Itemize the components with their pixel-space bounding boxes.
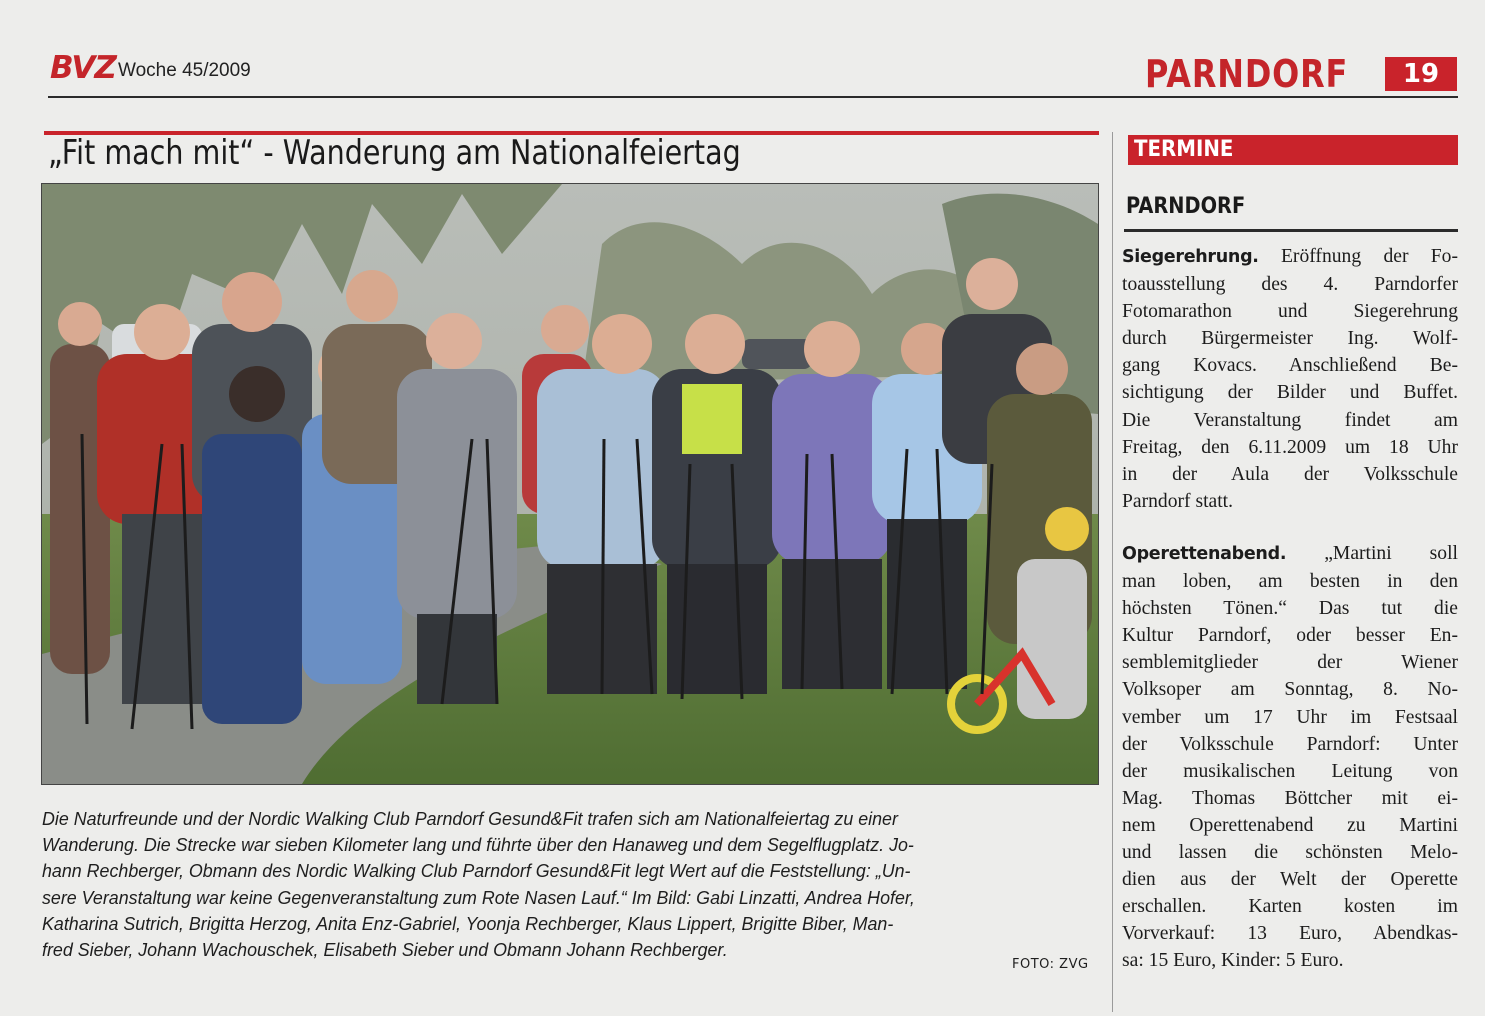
event-first-line bbox=[1122, 243, 1458, 271]
event-title: Siegerehrung. bbox=[1122, 247, 1259, 267]
events-list bbox=[1122, 243, 1458, 974]
page-number-badge: 19 bbox=[1385, 57, 1457, 91]
event-text-line: sa: 15 Euro, Kinder: 5 Euro. bbox=[1122, 950, 1344, 972]
termine-label: TERMINE bbox=[1134, 137, 1234, 162]
event-text-line: erschallen. Karten kosten im bbox=[1122, 896, 1458, 918]
event-text-line: Mag. Thomas Böttcher mit ei- bbox=[1122, 787, 1458, 809]
event-text-line: Volksoper am Sonntag, 8. No- bbox=[1122, 679, 1458, 701]
photo-credit: FOTO: ZVG bbox=[1012, 957, 1089, 972]
event-item bbox=[1122, 243, 1458, 515]
event-text-line: toausstellung des 4. Parndorfer bbox=[1122, 274, 1458, 296]
event-text-line: man loben, am besten in den bbox=[1122, 571, 1458, 593]
event-text-line: semblemitglieder der Wiener bbox=[1122, 652, 1458, 674]
event-text-line: in der Aula der Volksschule bbox=[1122, 463, 1458, 485]
header-divider bbox=[48, 96, 1458, 98]
column-divider bbox=[1112, 132, 1113, 1012]
event-text-line: vember um 17 Uhr im Festsaal bbox=[1122, 706, 1458, 728]
caption-line: Die Naturfreunde und der Nordic Walking Club Parndorf Gesund&Fit trafen sich am Nationalfeiertag zu einer bbox=[42, 808, 898, 829]
sidebar-divider bbox=[1124, 229, 1458, 232]
newspaper-logo: BVZ bbox=[50, 50, 116, 86]
event-text-line: der musikalischen Leitung von bbox=[1122, 760, 1458, 782]
caption-line: Katharina Sutrich, Brigitta Herzog, Anita Enz-Gabriel, Yoonja Rechberger, Klaus Lippert, Brigitte Biber, Man- bbox=[42, 912, 894, 934]
group-photo bbox=[41, 183, 1099, 785]
event-text-line: Vorverkauf: 13 Euro, Abendkas- bbox=[1122, 923, 1458, 945]
caption-line: Wanderung. Die Strecke war sieben Kilometer lang und führte über den Hanaweg und dem Segelflugplatz. Jo- bbox=[42, 834, 914, 856]
event-text-line: Parndorf statt. bbox=[1122, 490, 1234, 512]
caption-line: fred Sieber, Johann Wachouschek, Elisabeth Sieber und Obmann Johann Rechberger. bbox=[42, 939, 728, 961]
issue-label: Woche 45/2009 bbox=[118, 60, 251, 81]
event-item bbox=[1122, 540, 1458, 975]
event-text-line: dien aus der Welt der Operette bbox=[1122, 869, 1458, 891]
event-text-line: Die Veranstaltung findet am bbox=[1122, 409, 1458, 431]
article-headline: „Fit mach mit“ - Wanderung am Nationalfeiertag bbox=[48, 133, 741, 173]
event-first-line bbox=[1122, 540, 1458, 568]
event-text-line: Kultur Parndorf, oder besser En- bbox=[1122, 625, 1458, 647]
event-text-line: der Volksschule Parndorf: Unter bbox=[1122, 733, 1458, 755]
event-text-line: Fotomarathon und Siegerehrung bbox=[1122, 301, 1458, 323]
event-text-line: nem Operettenabend zu Martini bbox=[1122, 814, 1458, 836]
event-spacer bbox=[1122, 515, 1458, 540]
caption-line: sere Veranstaltung war keine Gegenveranstaltung zum Rote Nasen Lauf.“ Im Bild: Gabi Linzatti, Andrea Hofer, bbox=[42, 886, 915, 908]
photo-caption bbox=[42, 806, 1094, 963]
event-text-line: gang Kovacs. Anschließend Be- bbox=[1122, 355, 1458, 377]
event-text-line: Eröffnung der Fo- bbox=[1258, 246, 1458, 267]
event-title: Operettenabend. bbox=[1122, 543, 1287, 564]
event-text-line: Freitag, den 6.11.2009 um 18 Uhr bbox=[1122, 436, 1458, 458]
sidebar-town-heading: PARNDORF bbox=[1126, 194, 1246, 219]
group-photo-illustration bbox=[42, 184, 1098, 784]
caption-line: hann Rechberger, Obmann des Nordic Walking Club Parndorf Gesund&Fit legt Wert auf die Feststellung: „Un- bbox=[42, 860, 911, 882]
event-text-line: „Martini soll bbox=[1286, 542, 1458, 564]
event-text-line: durch Bürgermeister Ing. Wolf- bbox=[1122, 328, 1458, 350]
section-title: PARNDORF bbox=[1145, 52, 1349, 96]
event-text-line: höchsten Tönen.“ Das tut die bbox=[1122, 598, 1458, 620]
event-text-line: sichtigung der Bilder und Buffet. bbox=[1122, 382, 1458, 404]
event-text-line: und lassen die schönsten Melo- bbox=[1122, 841, 1458, 863]
